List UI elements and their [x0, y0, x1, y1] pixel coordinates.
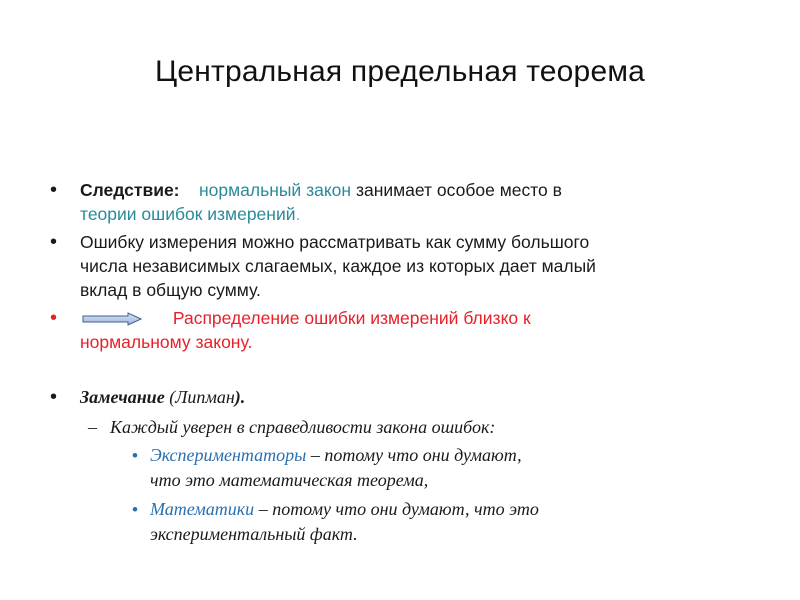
- normal-law-text: нормальный закон: [198, 180, 352, 200]
- bullet-dot: •: [50, 179, 58, 201]
- experimenters-text-2: что это математическая теорема,: [150, 470, 429, 490]
- bullet-dot: •: [50, 231, 58, 253]
- error-sum-line-3: вклад в общую сумму.: [80, 280, 261, 300]
- remark-author: Липман: [175, 387, 235, 407]
- error-sum-line-2: числа независимых слагаемых, каждое из которых дает малый: [80, 256, 596, 276]
- bullet-consequence: [50, 178, 750, 226]
- error-sum-line-1: Ошибку измерения можно рассматривать как сумму большого: [80, 232, 590, 252]
- right-arrow-icon: [82, 312, 142, 326]
- error-theory-period: .: [295, 204, 301, 224]
- bullet-dot: •: [132, 446, 138, 465]
- consequence-label: Следствие:: [80, 180, 180, 200]
- remark-item-experimenters: [50, 443, 750, 468]
- dash-marker: –: [88, 417, 97, 437]
- bullet-error-sum: [50, 230, 750, 302]
- bullet-distribution: [50, 306, 750, 354]
- mathematicians-label: Математики: [150, 499, 255, 519]
- experimenters-text-1: – потому что они думают,: [306, 445, 522, 465]
- remark-paren-close: ).: [234, 387, 246, 407]
- mathematicians-text-2: экспериментальный факт.: [150, 524, 358, 544]
- bullet-dot: •: [132, 500, 138, 519]
- distribution-line-1: Распределение ошибки измерений близко к: [172, 308, 531, 328]
- consequence-text: занимает особое место в: [351, 180, 562, 200]
- remark-item-mathematicians: [50, 497, 750, 522]
- bullet-dot: •: [50, 307, 58, 329]
- remark-label: Замечание: [80, 387, 165, 407]
- bullet-dot: •: [50, 386, 58, 408]
- experimenters-label: Экспериментаторы: [150, 445, 307, 465]
- distribution-line-2: нормальному закону.: [80, 332, 253, 352]
- mathematicians-text-1: – потому что они думают, что это: [254, 499, 539, 519]
- remark-section: [50, 385, 750, 547]
- error-theory-text: теории ошибок измерений: [80, 204, 296, 224]
- remark-subtext: Каждый уверен в справедливости закона ошибок:: [110, 417, 496, 437]
- slide-title: Центральная предельная теорема: [154, 55, 646, 88]
- remark-paren-open: (: [164, 387, 176, 407]
